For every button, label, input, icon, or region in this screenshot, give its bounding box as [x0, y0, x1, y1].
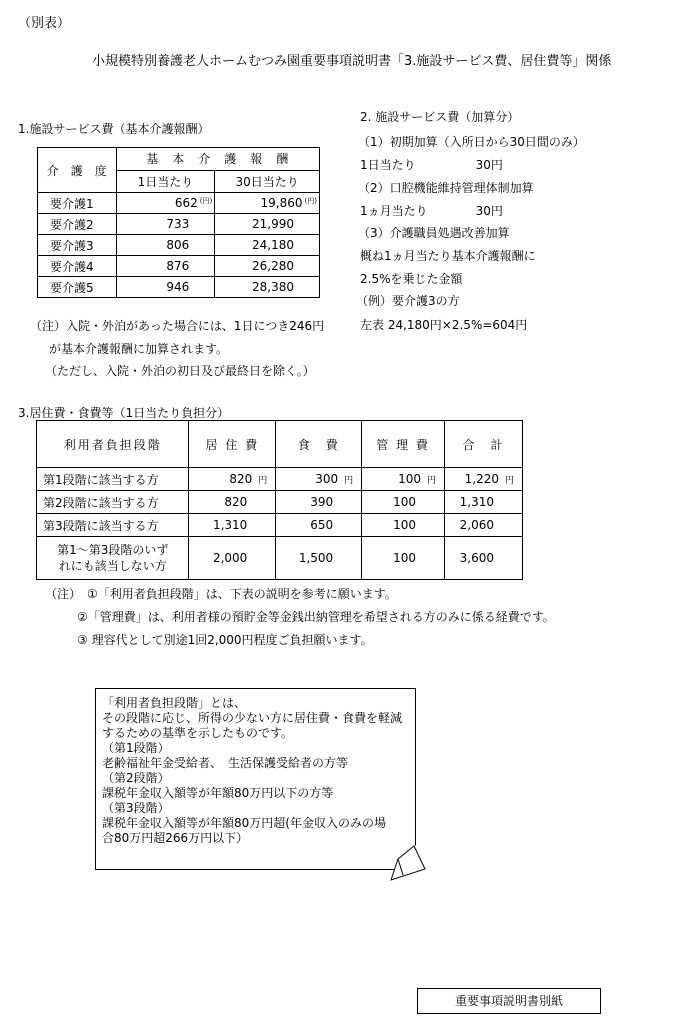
living-cost-table	[36, 420, 523, 580]
section1-note-1: （注）入院・外泊があった場合には、1日につき246円	[30, 319, 325, 333]
yen-unit: 円	[344, 476, 354, 486]
table-row	[37, 514, 523, 537]
folded-corner-icon	[390, 845, 426, 881]
note-line: 「利用者負担段階」とは、	[102, 696, 247, 710]
management-value: 100	[362, 491, 445, 514]
yen-unit: 円	[504, 476, 514, 486]
table-row	[37, 468, 523, 491]
note-line: （第3段階）	[102, 801, 170, 815]
section2-line: 概ね1ヵ月当たり基本介護報酬に	[360, 249, 536, 263]
total-value: 1,220	[464, 472, 499, 486]
housing-value: 1,310	[189, 514, 276, 537]
section3-note-2: ②「管理費」は、利用者様の預貯金等金銭出納管理を希望される方のみに係る経費です。	[77, 610, 555, 624]
section2-line: （1）初期加算（入所日から30日間のみ）	[358, 135, 585, 149]
section1-note-2: が基本介護報酬に加算されます。	[49, 342, 229, 356]
note-line: 合80万円超266万円以下）	[102, 831, 249, 845]
management-value: 100	[362, 514, 445, 537]
stage-cell: 第2段階に該当する方	[37, 491, 189, 514]
food-value: 300	[315, 472, 339, 486]
per-day-header: 1日当たり	[116, 170, 215, 193]
per-day-value: 806	[116, 235, 215, 256]
per-30day-value: 26,280	[215, 256, 320, 277]
table-row	[38, 277, 320, 298]
note-line: 課税年金収入額等が年額80万円超(年金収入のみの場	[102, 816, 386, 830]
food-value: 390	[276, 491, 362, 514]
food-value: 1,500	[276, 537, 362, 580]
total-header: 合 計	[445, 421, 523, 468]
section2-line: 左表 24,180円×2.5%=604円	[360, 318, 528, 332]
per-30day-value: 19,860	[260, 196, 303, 210]
section3-heading: 3.居住費・食費等（1日当たり負担分）	[18, 406, 230, 420]
note-line: （第1段階）	[102, 741, 170, 755]
total-value: 1,310	[445, 491, 523, 514]
per-30day-value: 24,180	[215, 235, 320, 256]
section2-line: 1ヵ月当たり 30円	[360, 204, 503, 218]
section2-line: （例）要介護3の方	[356, 294, 460, 308]
management-value: 100	[362, 537, 445, 580]
footer-label: 重要事項説明書別紙	[417, 988, 601, 1014]
section2-line: （3）介護職員処遇改善加算	[358, 226, 510, 240]
stage-cell-line2: れにも該当しない方	[58, 559, 167, 573]
per-30day-value: 28,380	[215, 277, 320, 298]
per-day-value: 733	[116, 214, 215, 235]
stage-header: 利用者負担段階	[37, 421, 189, 468]
table-row	[38, 193, 320, 214]
yen-unit: (円)	[199, 197, 213, 205]
total-value: 3,600	[445, 537, 523, 580]
food-header: 食 費	[276, 421, 362, 468]
care-level-cell: 要介護5	[38, 277, 117, 298]
per-30day-header: 30日当たり	[215, 170, 320, 193]
per-day-value: 662	[174, 196, 198, 210]
per-day-value: 876	[116, 256, 215, 277]
note-line: その段階に応じ、所得の少ない方に居住費・食費を軽減	[102, 711, 403, 725]
section2-line: （2）口腔機能維持管理体制加算	[358, 181, 534, 195]
housing-value: 820	[189, 491, 276, 514]
yen-unit: 円	[427, 476, 437, 486]
care-level-cell: 要介護3	[38, 235, 117, 256]
yen-unit: 円	[258, 476, 268, 486]
base-fee-table	[37, 147, 320, 298]
per-30day-value: 21,990	[215, 214, 320, 235]
housing-value: 2,000	[189, 537, 276, 580]
per-day-value: 946	[116, 277, 215, 298]
table-row	[37, 491, 523, 514]
care-level-header: 介 護 度	[38, 148, 117, 193]
care-level-cell: 要介護1	[38, 193, 117, 214]
stage-cell: 第1段階に該当する方	[37, 468, 189, 491]
note-line: するための基準を示したものです。	[102, 726, 294, 740]
stage-cell: 第3段階に該当する方	[37, 514, 189, 537]
care-level-cell: 要介護2	[38, 214, 117, 235]
note-line: 課税年金収入額等が年額80万円以下の方等	[102, 786, 334, 800]
section3-note-3: ③ 理容代として別途1回2,000円程度ご負担願います。	[77, 633, 373, 647]
section3-note-1: （注） ①「利用者負担段階」は、下表の説明を参考に願います。	[45, 587, 397, 601]
base-fee-group-header: 基 本 介 護 報 酬	[116, 148, 319, 171]
food-value: 650	[276, 514, 362, 537]
total-value: 2,060	[445, 514, 523, 537]
management-header: 管 理 費	[362, 421, 445, 468]
section1-heading: 1.施設サービス費（基本介護報酬）	[18, 122, 210, 136]
care-level-cell: 要介護4	[38, 256, 117, 277]
appendix-label: （別表）	[18, 16, 71, 31]
table-row	[38, 214, 320, 235]
yen-unit: (円)	[304, 197, 317, 205]
section1-note-3: （ただし、入院・外泊の初日及び最終日を除く。）	[45, 364, 315, 378]
management-value: 100	[398, 472, 422, 486]
table-row	[38, 256, 320, 277]
housing-value: 820	[229, 472, 253, 486]
stage-cell-line1: 第1～第3段階のいず	[57, 543, 169, 557]
housing-header: 居 住 費	[189, 421, 276, 468]
table-row	[38, 235, 320, 256]
table-row	[37, 537, 523, 580]
section2-line: 2.5%を乗じた金額	[360, 272, 463, 286]
stage-explanation-note	[95, 688, 416, 870]
note-line: （第2段階）	[102, 771, 170, 785]
section2-heading: 2. 施設サービス費（加算分）	[360, 110, 520, 124]
section2-line: 1日当たり 30円	[360, 158, 503, 172]
note-line: 老齢福祉年金受給者、 生活保護受給者の方等	[102, 756, 349, 770]
document-title: 小規模特別養護老人ホームむつみ園重要事項説明書「3.施設サービス費、居住費等」関係	[92, 54, 612, 69]
